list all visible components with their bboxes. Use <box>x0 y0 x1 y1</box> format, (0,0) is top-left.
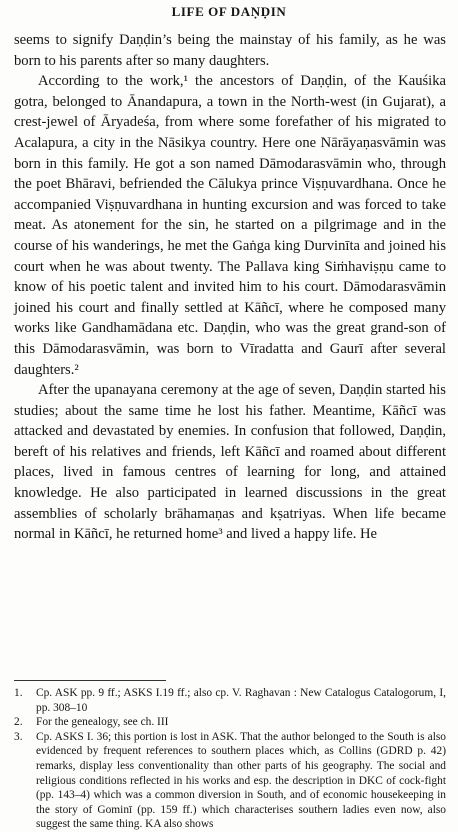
footnote-text: Cp. ASK pp. 9 ff.; ASKS I.19 ff.; also cp. V. Raghavan : New Catalogus Catalogorum, I, pp. 308–10 <box>36 687 446 714</box>
paragraph-ancestry: According to the work,¹ the ancestors of Daṇḍin, of the Kauśika gotra, belonged to Ānandapura, a town in the North-west (in Gujarat), a crest-jewel of Āryadeśa, from where some forefather of his migrated to Acalapura, a city in the Nāsikya country. Here one Nārāyaṇasvāmin was born in this family. He got a son named Dāmodarasvāmin who, through the poet Bhāravi, befriended the Cālukya prince Viṣṇuvardhana. Once he accompanied Viṣṇuvardhana in hunting excursion and was forced to take meat. As atonement for the sin, he started on a pilgrimage and in the course of his wanderings, he met the Gaṅga king Durvinīta and joined his court when he was about twenty. The Pallava king Siṁhaviṣṇu came to know of his poetic talent and invited him to his court. Dāmodarasvāmin joined his court and finally settled at Kāñcī, where he composed many works like Gandhamādana etc. Daṇḍin, who was the great grand-son of this Dāmodarasvāmin, was born to Vīradatta and Gaurī after several daughters.² <box>14 73 446 378</box>
footnote-3 <box>14 730 446 832</box>
running-header: LIFE OF DAṆḌIN <box>171 4 287 19</box>
footnote-number: 3. <box>14 730 23 743</box>
footnote-number: 2. <box>14 716 23 729</box>
footnote-number: 1. <box>14 687 23 699</box>
footnote-2 <box>14 715 446 730</box>
footnote-text: For the genealogy, see ch. III <box>36 716 169 729</box>
paragraph-continuation: seems to signify Daṇḍin’s being the mainstay of his family, as he was born to his parents after so many daughters. <box>14 32 446 69</box>
paragraph-education: After the upanayana ceremony at the age of seven, Daṇḍin started his studies; about the same time he lost his father. Meantime, Kāñcī was attacked and devastated by enemies. In confusion that followed, Daṇḍin, bereft of his relatives and friends, left Kāñcī and roamed about different places, lived in famous centres of learning for long, and attained knowledge. He also participated in learned discussions in the great assemblies of scholarly brāhamaṇas and kṣatriyas. When life became normal in Kāñcī, he returned home³ and lived a happy life. He <box>14 382 446 543</box>
footnote-divider <box>14 680 166 681</box>
main-text <box>14 30 446 545</box>
footnotes <box>14 686 446 832</box>
footnote-text: Cp. ASKS I. 36; this portion is lost in ASK. That the author belonged to the South is also evidenced by frequent references to southern places which, as Collins (GDRD p. 42) remarks, display less conventionality than other parts of his geography. The social and religious conditions reflected in his works and esp. the description in DKC of cock-fight (pp. 143–4) which was a common diversion in South, and of economic housekeeping in the story of Gominī (pp. 159 ff.) which characterises southern ladies even now, also suggest the same thing. KA also shows <box>36 730 446 831</box>
footnote-1 <box>14 686 446 715</box>
